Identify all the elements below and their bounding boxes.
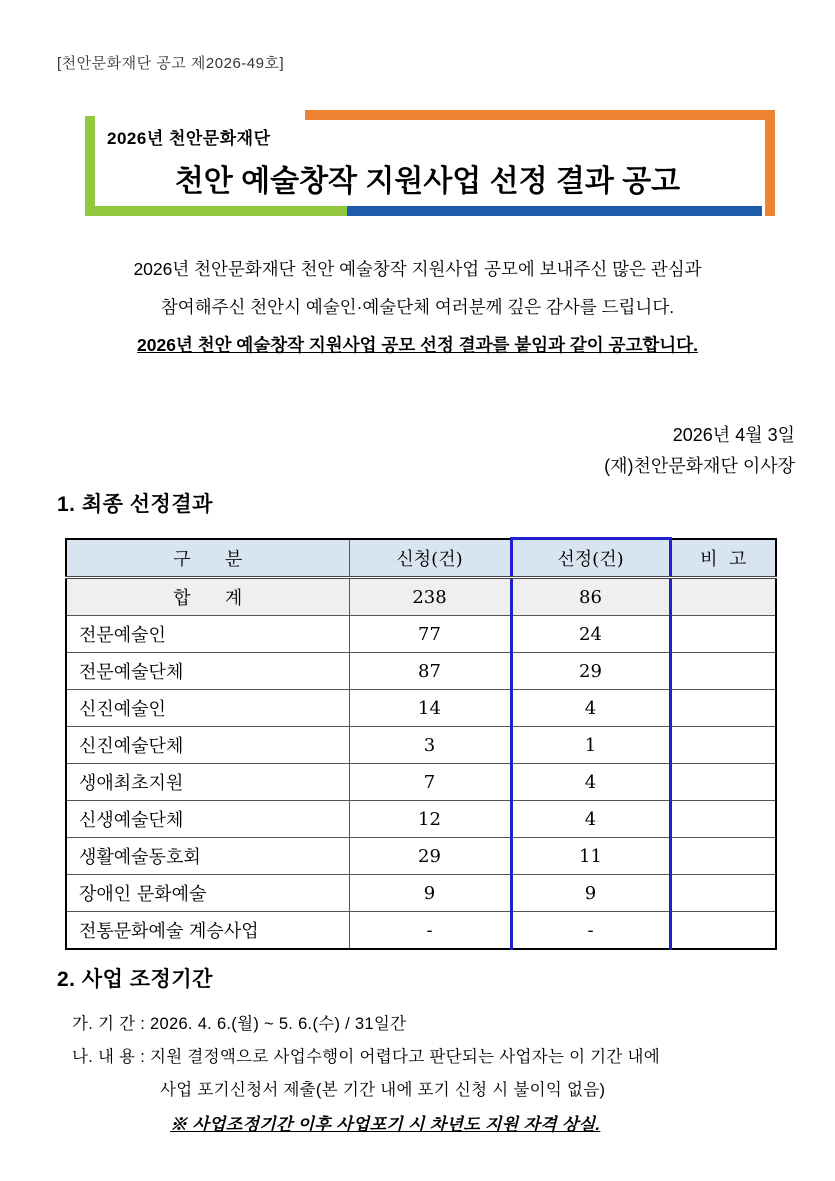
table-row xyxy=(66,801,776,838)
cell-applied: 14 xyxy=(349,690,511,727)
table-body xyxy=(66,578,776,950)
cell-note xyxy=(670,616,776,653)
cell-note xyxy=(670,653,776,690)
banner-blue-bottom-bar xyxy=(347,206,762,216)
section1-heading: 1. 최종 선정결과 xyxy=(57,493,213,516)
cell-note xyxy=(670,727,776,764)
cell-note xyxy=(670,690,776,727)
cell-selected: 24 xyxy=(511,616,670,653)
header-applied: 신청(건) xyxy=(349,539,511,578)
intro-line-3: 2026년 천안 예술창작 지원사업 공모 선정 결과를 붙임과 같이 공고합니다. xyxy=(137,335,698,355)
cell-label: 신진예술단체 xyxy=(66,727,349,764)
content-line-2: 사업 포기신청서 제출(본 기간 내에 포기 신청 시 불이익 없음) xyxy=(160,1081,606,1099)
table-row xyxy=(66,616,776,653)
cell-selected: 29 xyxy=(511,653,670,690)
cell-selected: 4 xyxy=(511,690,670,727)
cell-label: 전문예술인 xyxy=(66,616,349,653)
signature-block xyxy=(604,420,795,482)
cell-applied: 3 xyxy=(349,727,511,764)
result-table xyxy=(65,537,777,950)
cell-note xyxy=(670,912,776,950)
header-category: 구 분 xyxy=(66,539,349,578)
cell-applied: 29 xyxy=(349,838,511,875)
cell-applied: 7 xyxy=(349,764,511,801)
issuer: (재)천안문화재단 이사장 xyxy=(604,456,795,476)
cell-label: 생활예술동호회 xyxy=(66,838,349,875)
cell-label: 신생예술단체 xyxy=(66,801,349,838)
cell-label: 장애인 문화예술 xyxy=(66,875,349,912)
cell-label: 전통문화예술 계승사업 xyxy=(66,912,349,950)
header-selected: 선정(건) xyxy=(511,539,670,578)
cell-applied: 9 xyxy=(349,875,511,912)
table-row xyxy=(66,875,776,912)
intro-line-1: 2026년 천안문화재단 천안 예술창작 지원사업 공모에 보내주신 많은 관심과 xyxy=(133,259,702,279)
header-note: 비 고 xyxy=(670,539,776,578)
content-line-1: 나. 내 용 : 지원 결정액으로 사업수행이 어렵다고 판단되는 사업자는 이 기간 내에 xyxy=(72,1048,661,1066)
table-row xyxy=(66,838,776,875)
cell-label: 생애최초지원 xyxy=(66,764,349,801)
cell-label: 신진예술인 xyxy=(66,690,349,727)
cell-applied: 238 xyxy=(349,578,511,616)
cell-applied: - xyxy=(349,912,511,950)
banner-orange-right-bar xyxy=(765,110,775,216)
cell-selected: 86 xyxy=(511,578,670,616)
cell-note xyxy=(670,764,776,801)
title-banner xyxy=(85,110,775,216)
banner-subtitle: 2026년 천안문화재단 xyxy=(107,129,271,148)
warning-note: ※ 사업조정기간 이후 사업포기 시 차년도 지원 자격 상실. xyxy=(170,1115,601,1134)
cell-note xyxy=(670,801,776,838)
intro-paragraph xyxy=(0,250,835,364)
cell-note xyxy=(670,838,776,875)
cell-applied: 12 xyxy=(349,801,511,838)
table-header-row xyxy=(66,539,776,578)
page-title: 천안 예술창작 지원사업 선정 결과 공고 xyxy=(174,165,681,198)
cell-applied: 77 xyxy=(349,616,511,653)
cell-applied: 87 xyxy=(349,653,511,690)
cell-selected: 11 xyxy=(511,838,670,875)
cell-selected: - xyxy=(511,912,670,950)
cell-selected: 1 xyxy=(511,727,670,764)
cell-label: 합 계 xyxy=(66,578,349,616)
section2-heading: 2. 사업 조정기간 xyxy=(57,968,213,991)
announce-date: 2026년 4월 3일 xyxy=(672,425,795,445)
period-line: 가. 기 간 : 2026. 4. 6.(월) ~ 5. 6.(수) / 31일간 xyxy=(72,1015,407,1033)
banner-green-bottom-bar xyxy=(85,206,347,216)
table-row xyxy=(66,690,776,727)
table-row xyxy=(66,764,776,801)
table-total-row xyxy=(66,578,776,616)
table-row xyxy=(66,727,776,764)
banner-green-left-bar xyxy=(85,116,95,216)
cell-note xyxy=(670,875,776,912)
cell-selected: 4 xyxy=(511,801,670,838)
intro-line-2: 참여해주신 천안시 예술인·예술단체 여러분께 깊은 감사를 드립니다. xyxy=(160,297,675,317)
cell-label: 전문예술단체 xyxy=(66,653,349,690)
section2-body xyxy=(72,1008,805,1142)
banner-orange-top-bar xyxy=(305,110,775,120)
table-row xyxy=(66,653,776,690)
table-row xyxy=(66,912,776,950)
cell-selected: 9 xyxy=(511,875,670,912)
cell-note xyxy=(670,578,776,616)
notice-number: [천안문화재단 공고 제2026-49호] xyxy=(57,55,285,72)
cell-selected: 4 xyxy=(511,764,670,801)
